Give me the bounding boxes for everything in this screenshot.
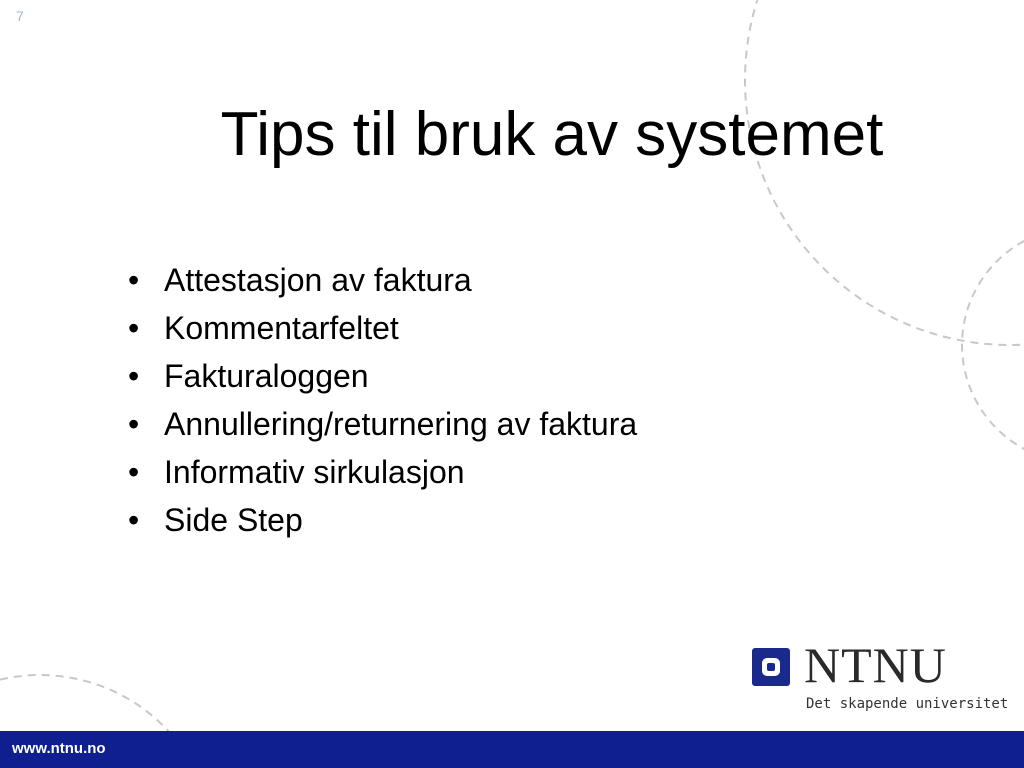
logo-mark-core: [767, 663, 775, 671]
dashed-circle-top-right: [745, 0, 1024, 345]
bullet-text: Informativ sirkulasjon: [164, 454, 465, 490]
bullet-list: [128, 256, 637, 544]
bullet-text: Attestasjon av faktura: [164, 262, 472, 298]
logo-name: NTNU: [804, 637, 947, 693]
bullet-item: [128, 304, 637, 352]
bullet-icon: •: [128, 358, 140, 394]
bullet-item: [128, 448, 637, 496]
bullet-icon: •: [128, 310, 140, 346]
bullet-text: Kommentarfeltet: [164, 310, 399, 346]
ntnu-logo-icon: [752, 648, 790, 686]
bullet-text: Annullering/returnering av faktura: [164, 406, 638, 442]
bullet-text: Fakturaloggen: [164, 358, 369, 394]
footer-bar: [0, 731, 1024, 768]
bullet-item: [128, 400, 637, 448]
footer-url-link[interactable]: www.ntnu.no: [12, 740, 106, 757]
bullet-item: [128, 256, 637, 304]
bullet-icon: •: [128, 454, 140, 490]
slide-number: 7: [16, 8, 24, 24]
bullet-icon: •: [128, 502, 140, 538]
bullet-item: [128, 352, 637, 400]
bullet-text: Side Step: [164, 502, 303, 538]
ntnu-logo: [752, 637, 1009, 716]
logo-tagline: Det skapende universitet: [806, 696, 1009, 712]
slide-title: Tips til bruk av systemet: [220, 100, 884, 169]
bullet-item: [128, 496, 637, 544]
bullet-icon: •: [128, 262, 140, 298]
bullet-icon: •: [128, 406, 140, 442]
